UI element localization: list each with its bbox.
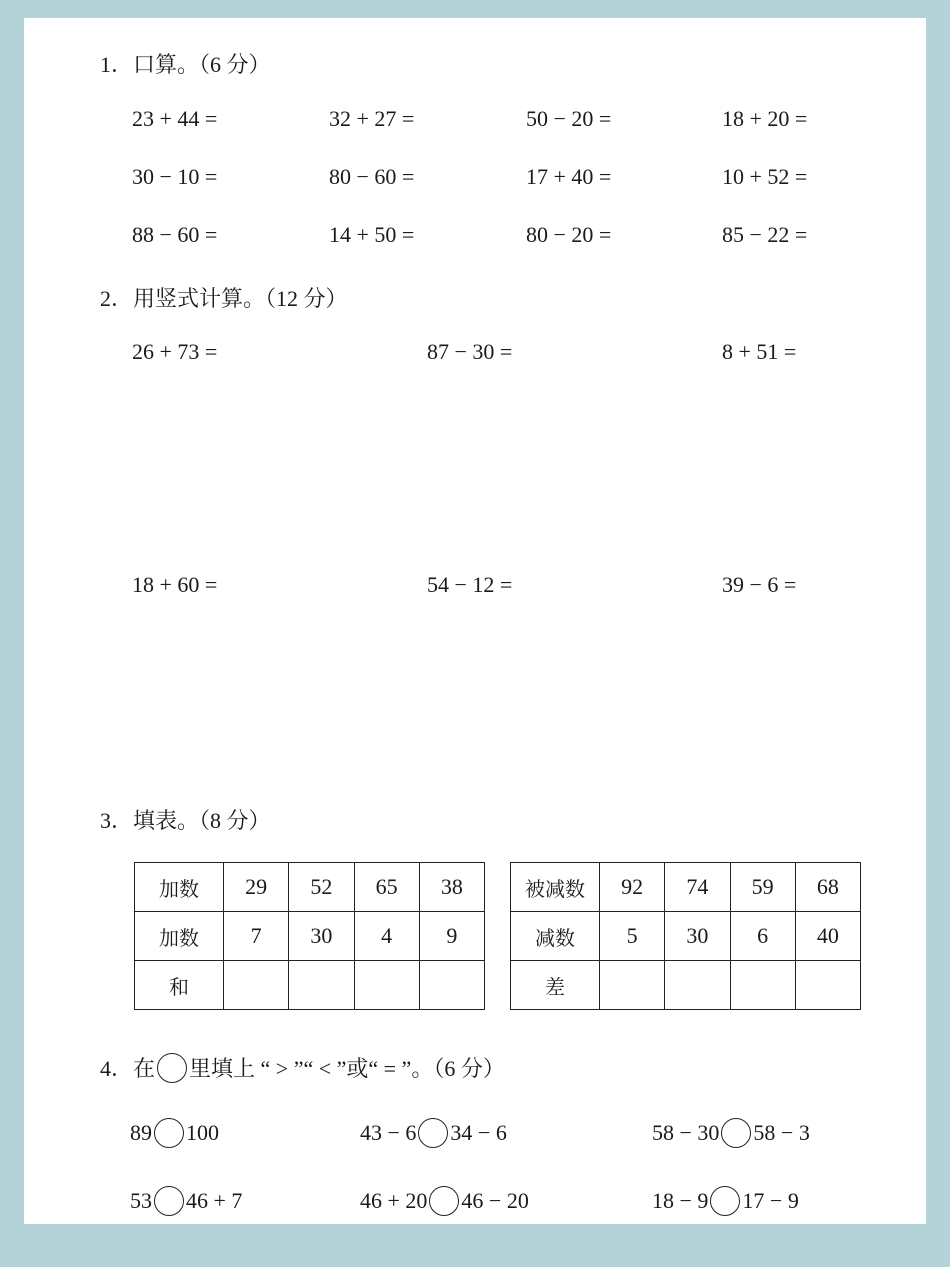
- q2-title: 2．用竖式计算。（12 分）: [100, 286, 348, 311]
- table-label: 差: [511, 961, 600, 1010]
- table-cell: 5: [600, 912, 665, 961]
- answer-circle[interactable]: [429, 1186, 459, 1216]
- compare-right: 46 − 20: [461, 1188, 529, 1213]
- compare-item: [130, 1118, 219, 1148]
- q1-expr: 50 − 20 =: [526, 106, 612, 131]
- compare-right: 34 − 6: [450, 1120, 507, 1145]
- q2-expr: 26 + 73 =: [132, 339, 218, 364]
- table-label: 减数: [511, 912, 600, 961]
- table-cell: 6: [730, 912, 795, 961]
- compare-left: 18 − 9: [652, 1188, 709, 1213]
- q1-expr: 32 + 27 =: [329, 106, 415, 131]
- table-label: 加数: [135, 912, 224, 961]
- answer-cell[interactable]: [730, 961, 795, 1010]
- q1-expr: 30 − 10 =: [132, 164, 218, 189]
- table-cell: 74: [665, 863, 730, 912]
- answer-circle[interactable]: [154, 1186, 184, 1216]
- table-cell: 65: [354, 863, 419, 912]
- compare-left: 89: [130, 1120, 152, 1145]
- compare-item: [652, 1186, 799, 1216]
- q1-expr: 10 + 52 =: [722, 164, 808, 189]
- compare-left: 58 − 30: [652, 1120, 720, 1145]
- table-cell: 59: [730, 863, 795, 912]
- table-cell: 7: [224, 912, 289, 961]
- table-cell: 4: [354, 912, 419, 961]
- answer-circle[interactable]: [721, 1118, 751, 1148]
- q1-expr: 85 − 22 =: [722, 222, 808, 247]
- answer-cell[interactable]: [354, 961, 419, 1010]
- table-label: 和: [135, 961, 224, 1010]
- q2-expr: 18 + 60 =: [132, 572, 218, 597]
- answer-cell[interactable]: [289, 961, 354, 1010]
- q1-title: 1．口算。（6 分）: [100, 52, 271, 77]
- compare-left: 43 − 6: [360, 1120, 417, 1145]
- table-cell: 29: [224, 863, 289, 912]
- q2-expr: 39 − 6 =: [722, 572, 797, 597]
- q4-title-prefix: 4．在: [100, 1056, 156, 1081]
- table-cell: 9: [419, 912, 484, 961]
- q1-expr: 80 − 20 =: [526, 222, 612, 247]
- q1-expr: 23 + 44 =: [132, 106, 218, 131]
- q2-expr: 54 − 12 =: [427, 572, 513, 597]
- q4-title-suffix: 里填上 “ > ”“ < ”或“ = ”。（6 分）: [189, 1056, 505, 1081]
- compare-left: 53: [130, 1188, 152, 1213]
- answer-circle[interactable]: [154, 1118, 184, 1148]
- compare-item: [130, 1186, 242, 1216]
- q1-expr: 14 + 50 =: [329, 222, 415, 247]
- q3-title: 3．填表。（8 分）: [100, 808, 271, 833]
- compare-item: [360, 1118, 507, 1148]
- compare-right: 58 − 3: [753, 1120, 810, 1145]
- compare-left: 46 + 20: [360, 1188, 428, 1213]
- table-cell: 52: [289, 863, 354, 912]
- compare-right: 100: [186, 1120, 219, 1145]
- table-cell: 30: [289, 912, 354, 961]
- circle-icon: [157, 1053, 187, 1083]
- compare-item: [652, 1118, 810, 1148]
- answer-circle[interactable]: [710, 1186, 740, 1216]
- q2-expr: 87 − 30 =: [427, 339, 513, 364]
- table-label: 加数: [135, 863, 224, 912]
- subtraction-table: [510, 862, 861, 1010]
- addition-table: [134, 862, 485, 1010]
- compare-right: 17 − 9: [742, 1188, 799, 1213]
- answer-cell[interactable]: [600, 961, 665, 1010]
- q1-expr: 80 − 60 =: [329, 164, 415, 189]
- table-cell: 38: [419, 863, 484, 912]
- answer-cell[interactable]: [795, 961, 860, 1010]
- q2-expr: 8 + 51 =: [722, 339, 797, 364]
- table-cell: 68: [795, 863, 860, 912]
- table-cell: 40: [795, 912, 860, 961]
- q1-expr: 88 − 60 =: [132, 222, 218, 247]
- worksheet-page: [24, 18, 926, 1224]
- compare-right: 46 + 7: [186, 1188, 243, 1213]
- answer-cell[interactable]: [224, 961, 289, 1010]
- answer-cell[interactable]: [665, 961, 730, 1010]
- q4-title: [100, 1052, 505, 1083]
- table-label: 被减数: [511, 863, 600, 912]
- compare-item: [360, 1186, 529, 1216]
- table-cell: 30: [665, 912, 730, 961]
- table-cell: 92: [600, 863, 665, 912]
- answer-cell[interactable]: [419, 961, 484, 1010]
- q1-expr: 17 + 40 =: [526, 164, 612, 189]
- answer-circle[interactable]: [418, 1118, 448, 1148]
- q1-expr: 18 + 20 =: [722, 106, 808, 131]
